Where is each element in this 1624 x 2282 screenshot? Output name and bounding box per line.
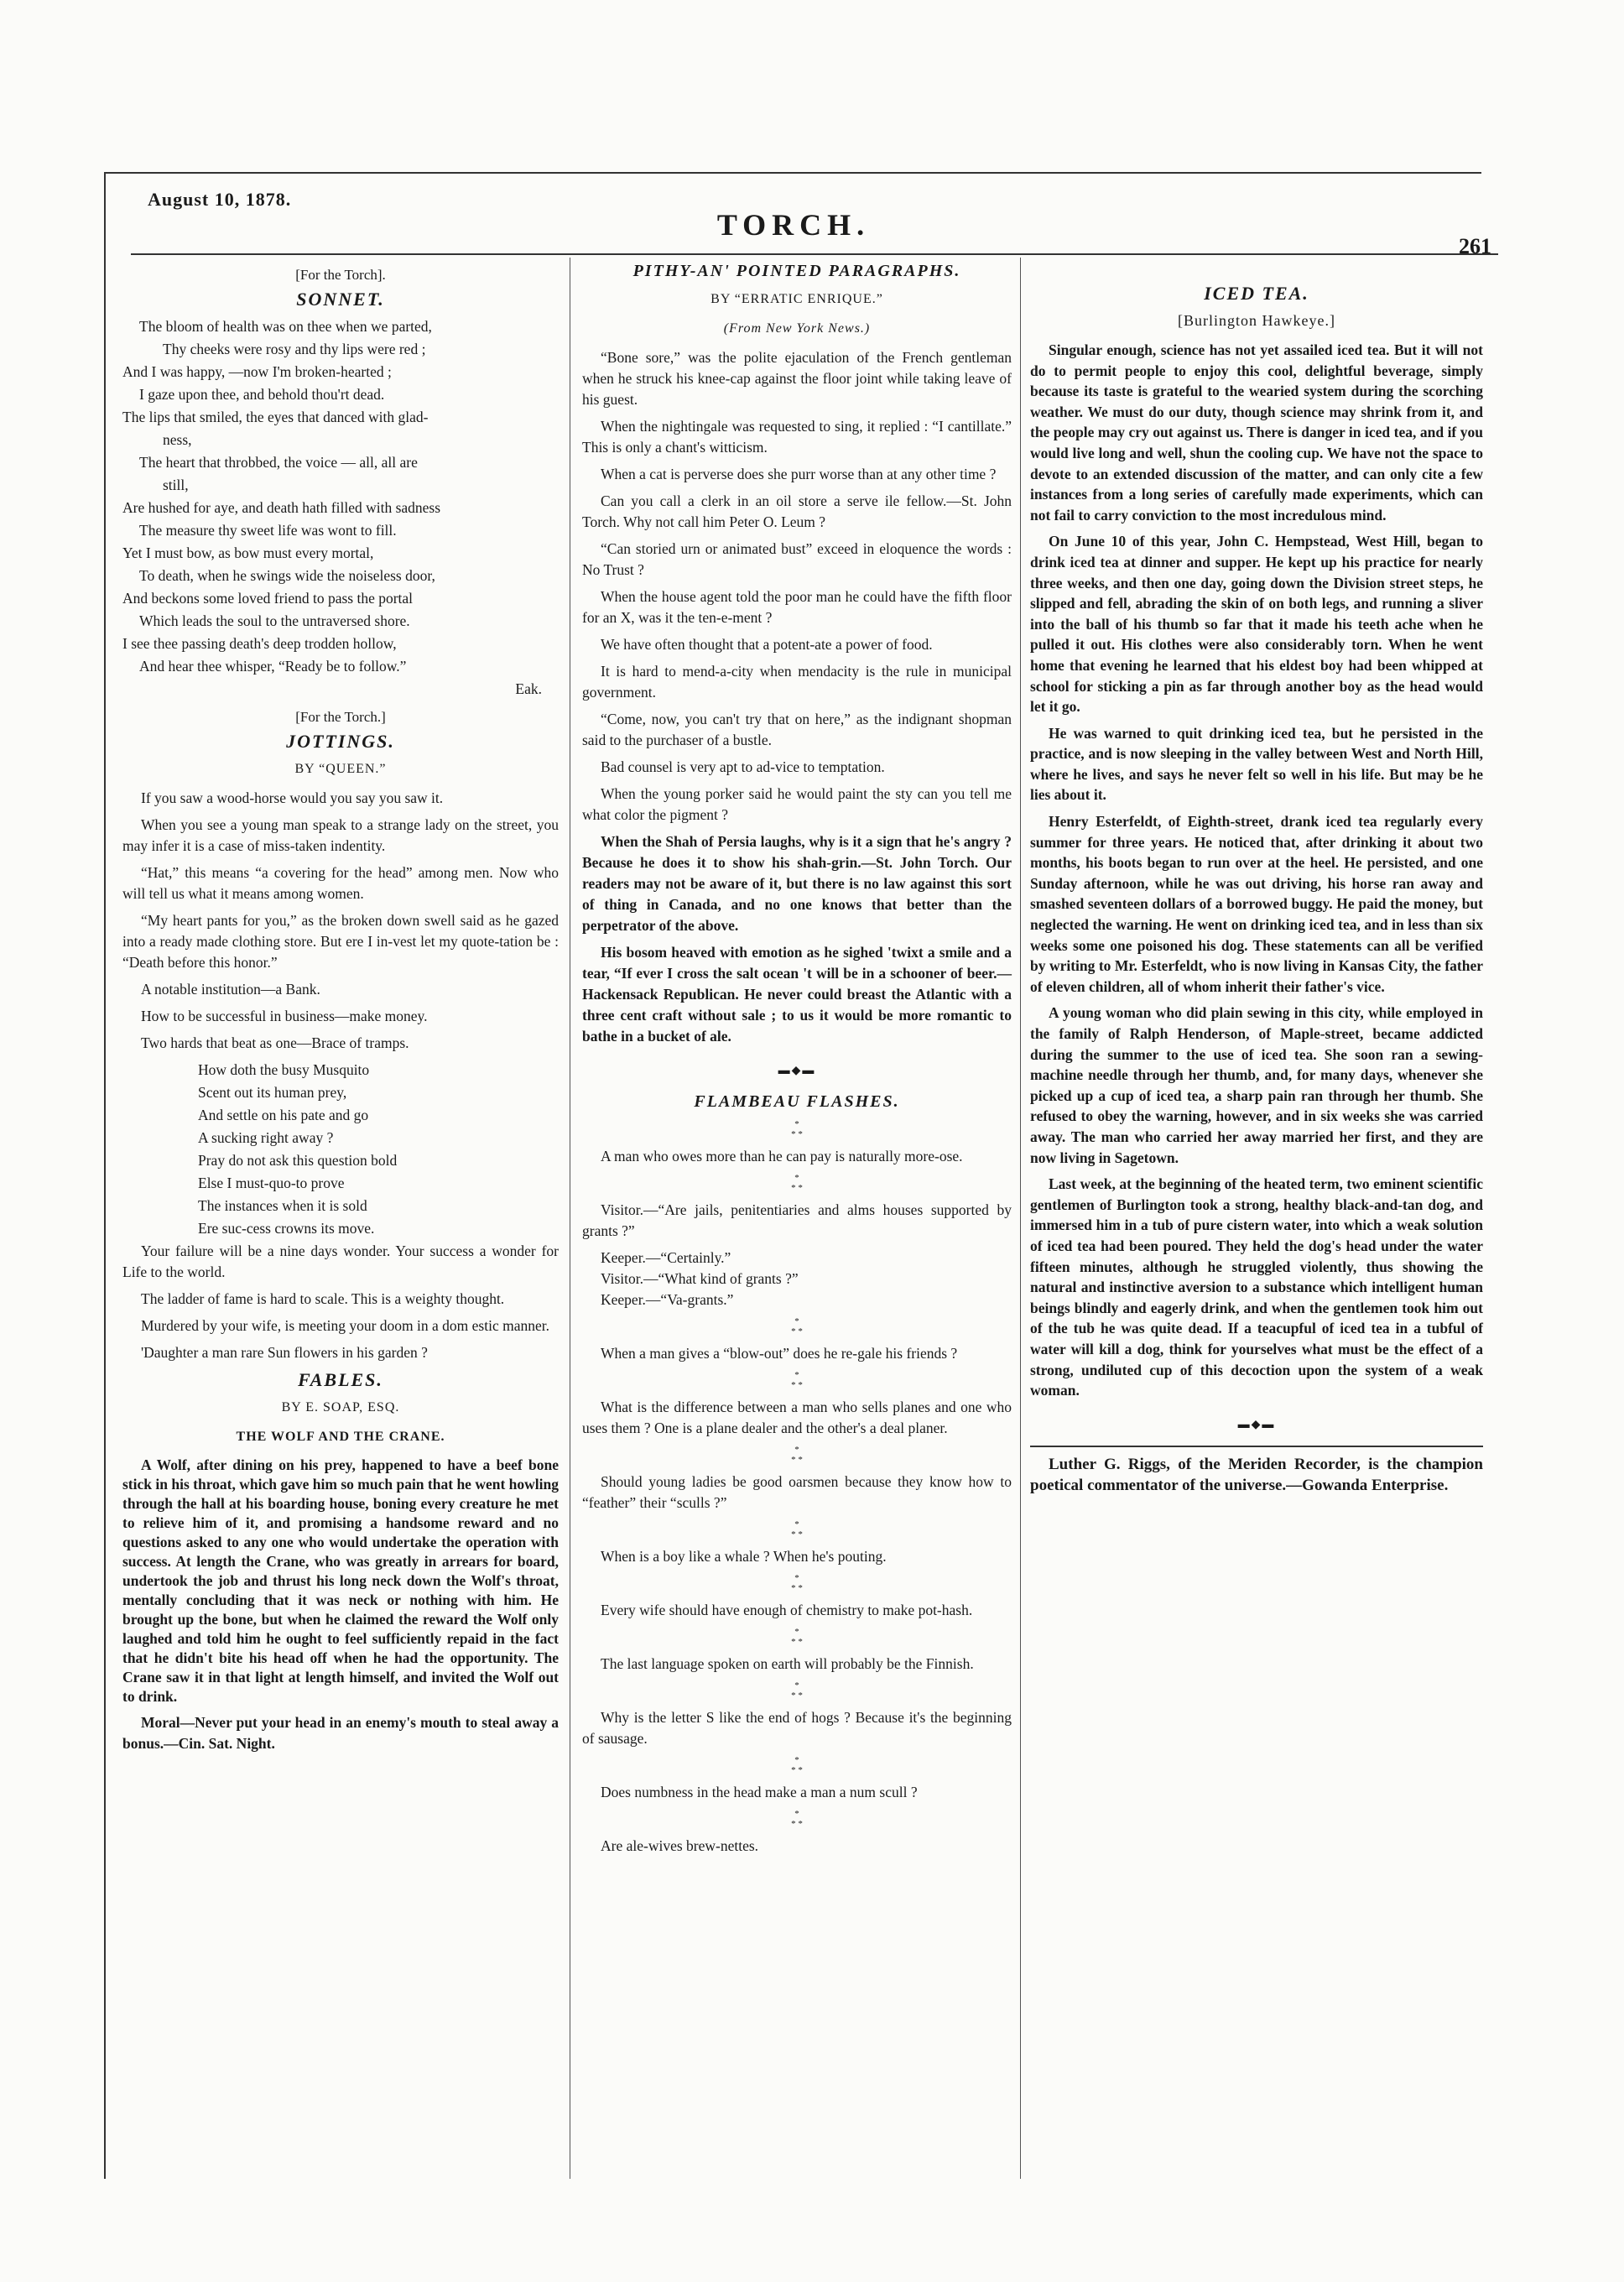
riggs-paragraph: Luther G. Riggs, of the Meriden Recorder, is the champion poetical commentator of the universe.—Gowanda Enterprise. [1030,1455,1483,1494]
pithy-paragraph: Bad counsel is very apt to ad-vice to temptation. [601,758,885,775]
flambeau-dialog: Keeper.—“Certainly.” [601,1249,731,1266]
verse-line: Thy cheeks were rosy and thy lips were red ; [163,341,426,357]
flambeau-paragraph: When is a boy like a whale ? When he's pouting. [601,1548,887,1565]
asterism-icon: * * * [791,1755,803,1775]
jotting-paragraph: Murdered by your wife, is meeting your doom in a dom estic manner. [141,1317,549,1334]
pithy-paragraph: We have often thought that a potent-ate a power of food. [601,636,933,653]
pithy-paragraph: When the house agent told the poor man he could have the fifth floor for an X, was it the ten-e-ment ? [582,588,1012,626]
flambeau-paragraph: A man who owes more than he can pay is naturally more-ose. [601,1148,963,1164]
pithy-paragraph: It is hard to mend-a-city when mendacity is the rule in municipal government. [582,663,1012,701]
issue-date: August 10, 1878. [148,189,292,210]
iced-tea-paragraph: He was warned to quit drinking iced tea, but he persisted in the practice, and is now sleeping in the valley between West and North Hill, where he lives, and says he never felt so well in his life. But may be he lies about it. [1030,724,1483,804]
jotting-paragraph: If you saw a wood-horse would you say you saw it. [141,789,444,806]
jotting-paragraph: Your failure will be a nine days wonder. Your success a wonder for Life to the world. [122,1243,559,1280]
flambeau-paragraph: The last language spoken on earth will probably be the Finnish. [601,1655,974,1672]
jotting-paragraph: 'Daughter a man rare Sun flowers in his garden ? [141,1344,428,1361]
column-rule-2 [1020,258,1021,2179]
verse-line: ness, [163,431,192,448]
masthead-title: TORCH. [716,208,871,242]
pithy-paragraph: “Come, now, you can't try that on here,” as the indignant shopman said to the purchaser of a bustle. [582,711,1012,748]
jottings-verse [122,1060,559,1239]
pithy-paragraph: “Can storied urn or animated bust” exceed in eloquence the words : No Trust ? [582,540,1012,578]
jottings-title: JOTTINGS. [286,731,395,752]
verse-line: Yet I must bow, as bow must every mortal, [122,544,374,561]
flambeau-paragraph: What is the difference between a man who sells planes and one who uses them ? One is a plane dealer and the other's a deal planer. [582,1399,1012,1436]
verse-line: still, [163,477,189,493]
jotting-paragraph: Two hards that beat as one—Brace of tramps. [141,1034,409,1051]
sonnet-source: [For the Torch]. [295,267,386,283]
pithy-paragraph: “Bone sore,” was the polite ejaculation of the French gentleman when he struck his knee-cap against the floor joint while taking leave of his guest. [582,349,1012,408]
iced-tea-source: [Burlington Hawkeye.] [1178,312,1335,329]
asterism-icon: * * * [791,1173,803,1193]
verse-line: And I was happy, —now I'm broken-hearted ; [122,363,392,380]
divider-ornament: ▬◆▬ [1237,1418,1276,1431]
asterism-icon: * * * [791,1370,803,1390]
header-rule [131,253,1498,255]
sonnet-title: SONNET. [296,289,385,310]
column-middle [582,258,1012,1863]
pithy-paragraph: Can you call a clerk in an oil store a serve ile fellow.—St. John Torch. Why not call him Peter O. Leum ? [582,492,1012,530]
fable-text: A Wolf, after dining on his prey, happened to have a beef bone stick in his throat, which gave him so much pain that he went howling through the hall at his boarding house, boning every creature he met to relieve him of it, and promising a handsome reward and no questions asked to any one who would undertake the operation with success. At length the Crane, who was greatly in arrears for board, undertook the job and thrust his long neck down the Wolf's throat, mentally concluding that it was neck or nothing with him. He brought up the bone, but when he claimed the reward the Wolf only laughed and told him he ought to feel sufficiently repaid in the fact that he didn't bite his head off when he had the opportunity. The Crane saw it in that light at length himself, and invited the Wolf out to drink. [122,1456,559,1705]
fable-moral: Moral—Never put your head in an enemy's mouth to steal away a bonus.—Cin. Sat. Night. [122,1714,559,1752]
verse-line: The instances when it is sold [198,1197,367,1214]
asterism-icon: * * * [791,1680,803,1701]
jottings-source: [For the Torch.] [295,709,386,725]
asterism-icon: * * * [791,1573,803,1593]
verse-line: The measure thy sweet life was wont to fill. [139,522,397,539]
pithy-title: PITHY-AN' POINTED PARAGRAPHS. [632,262,961,280]
verse-line: The heart that throbbed, the voice — all, all are [139,454,418,471]
column-right [1030,258,1483,1502]
verse-line: And beckons some loved friend to pass the portal [122,590,414,607]
page-number: 261 [1459,234,1491,258]
asterism-icon: * * * [791,1809,803,1829]
jotting-paragraph: A notable institution—a Bank. [141,981,320,998]
verse-line: And settle on his pate and go [198,1107,369,1123]
pithy-paragraph: When a cat is perverse does she purr worse than at any other time ? [601,466,997,482]
verse-line: The lips that smiled, the eyes that danced with glad- [122,409,429,425]
jotting-paragraph: The ladder of fame is hard to scale. This is a weighty thought. [141,1290,505,1307]
jottings-byline: BY “QUEEN.” [294,762,387,776]
iced-tea-paragraph: Singular enough, science has not yet assailed iced tea. But it will not do to permit people to enjoy this cool, delightful beverage, simply because its taste is grateful to the wearied system during the scorching weather. We must do our duty, though science may shrink from it, and the people may cry out against us. There is danger in iced tea, and if you would live long and well, shun the cooling cup. We have not the space to devote to an extended discussion of the matter, and can only cite a few instances from a long series of carefully made experiments, which can not fail to carry conviction to the most incredulous mind. [1030,341,1483,524]
asterism-icon: * * * [791,1519,803,1540]
fables-title: FABLES. [298,1369,383,1390]
column-left [122,258,559,1760]
jotting-paragraph: “Hat,” this means “a covering for the head” among men. Now who will tell us what it means among women. [122,864,559,902]
verse-line: Are hushed for aye, and death hath filled with sadness [122,499,441,516]
asterism-icon: * * * [791,1627,803,1647]
jotting-paragraph: How to be successful in business—make money. [141,1008,428,1024]
flambeau-title: FLAMBEAU FLASHES. [694,1092,900,1111]
verse-line: How doth the busy Musquito [198,1061,370,1078]
pithy-paragraph: When the young porker said he would paint the sty can you tell me what color the pigment ? [582,785,1012,823]
flambeau-paragraph: Should young ladies be good oarsmen because they know how to “feather” their “sculls ?” [582,1473,1012,1511]
asterism-icon: * * * [791,1445,803,1465]
fables-byline: BY E. SOAP, ESQ. [281,1400,400,1415]
iced-tea-title: ICED TEA. [1204,283,1309,304]
flambeau-dialog: Visitor.—“Are jails, penitentiaries and alms houses supported by grants ?” [582,1201,1012,1239]
pithy-source: (From New York News.) [723,321,871,336]
divider-ornament: ▬◆▬ [778,1065,816,1077]
pithy-paragraph-bold: When the Shah of Persia laughs, why is it a sign that he's angry ? Because he does it to show his shah-grin.—St. John Torch. Our readers may not be aware of it, but there is no law against this sort of thing in Canada, and no one knows that better than the perpetrator of the above. [582,833,1012,934]
sonnet-signature: Eak. [515,680,542,697]
iced-tea-paragraph: Henry Esterfeldt, of Eighth-street, drank iced tea regularly every summer for three years. He noticed that, after drinking it about two months, his boots began to run over at the heel. He persisted, and one Sunday afternoon, while he was out driving, his horse ran away and smashed seventeen dollars of a borrowed buggy. He paid the money, but neglected the warning. He went on drinking iced tea, and in less than six weeks some one poisoned his dog. These statements can all be verified by writing to Mr. Esterfeldt, who is now living in Kansas City, the father of eleven children, all of whom inherit their father's vice. [1030,813,1483,995]
jotting-paragraph: When you see a young man speak to a strange lady on the street, you may infer it is a case of miss-taken indentity. [122,816,559,854]
newspaper-page [104,172,1491,2179]
iced-tea-paragraph: A young woman who did plain sewing in this city, while employed in the family of Ralph Henderson, of Maple-street, became addicted during the summer to the use of iced tea. She soon ran a sewing-machine needle through her thumb, and, for many days, whenever she picked up a cup of iced tea, a sharp pain ran through her thumb. She refused to obey the warning, however, and in six weeks she was carried away. The man who carried her away married her first, and they are now living in Sagetown. [1030,1004,1483,1166]
verse-line: Else I must-quo-to prove [198,1175,345,1191]
flambeau-paragraph: Why is the letter S like the end of hogs ? Because it's the beginning of sausage. [582,1709,1012,1747]
verse-line: And hear thee whisper, “Ready be to follow.” [139,658,407,675]
jotting-paragraph: “My heart pants for you,” as the broken down swell said as he gazed into a ready made clothing store. But ere I in-vest let my quote-tation be : “Death before this honor.” [122,912,559,971]
asterism-icon: * * * [791,1119,803,1139]
pithy-byline: BY “ERRATIC ENRIQUE.” [710,292,883,306]
flambeau-paragraph: Does numbness in the head make a man a num scull ? [601,1784,918,1800]
verse-line: A sucking right away ? [198,1129,334,1146]
flambeau-dialog: Visitor.—“What kind of grants ?” [601,1270,799,1287]
verse-line: Scent out its human prey, [198,1084,347,1101]
flambeau-dialog: Keeper.—“Va-grants.” [601,1291,734,1308]
verse-line: Which leads the soul to the untraversed shore. [139,612,410,629]
verse-line: I see thee passing death's deep trodden hollow, [122,635,397,652]
fable-story-title: THE WOLF AND THE CRANE. [236,1430,445,1444]
iced-tea-paragraph: Last week, at the beginning of the heated term, two eminent scientific gentlemen of Burlington took a strong, healthy black-and-tan dog, and immersed him in a tub of pure cistern water, into which a weak solution of iced tea had been poured. They held the dog's head under the water fifteen minutes, although he struggled violently, thus showing the natural and instinctive aversion to a substance which intelligent human beings blindly and eagerly drink, and when the gentlemen took him out of the tub he was quite dead. If a teacupful of iced tea in a tubful of water will kill a dog, think for yourselves what must be the effect of a strong, undiluted cup of this decoction upon the system of a weak woman. [1030,1175,1483,1399]
flambeau-paragraph: Are ale-wives brew-nettes. [601,1837,759,1854]
pithy-paragraph: When the nightingale was requested to sing, it replied : “I cantillate.” This is only a chant's witticism. [582,418,1012,456]
verse-line: I gaze upon thee, and behold thou'rt dead. [139,386,385,403]
flambeau-paragraph: Every wife should have enough of chemistry to make pot-hash. [601,1602,973,1618]
iced-tea-paragraph: On June 10 of this year, John C. Hempstead, West Hill, began to drink iced tea at dinner and supper. He kept up his practice for nearly three weeks, and then one day, going down the Division street steps, he slipped and fell, abrading the skin of on both legs, and running a sliver into the ball of his thumb so far that it made his teeth ache when he pulled it out. His clothes were also considerably torn. When he went home that evening he learned that his eldest boy had been whipped at school for sticking a pin as far through another boy as the head would let it go. [1030,533,1483,716]
verse-line: Pray do not ask this question bold [198,1152,398,1169]
sonnet-verse [122,316,559,677]
flambeau-paragraph: When a man gives a “blow-out” does he re-gale his friends ? [601,1345,958,1362]
asterism-icon: * * * [791,1316,803,1336]
pithy-paragraph-bold: His bosom heaved with emotion as he sighed 'twixt a smile and a tear, “If ever I cross the salt ocean 't will be in a schooner of beer.—Hackensack Republican. He never could breast the Atlantic with a three cent craft without sale ; to us it would be more romantic to bathe in a bucket of ale. [582,944,1012,1045]
verse-line: Ere suc-cess crowns its move. [198,1220,375,1237]
verse-line: The bloom of health was on thee when we parted, [139,318,432,335]
verse-line: To death, when he swings wide the noiseless door, [139,567,435,584]
